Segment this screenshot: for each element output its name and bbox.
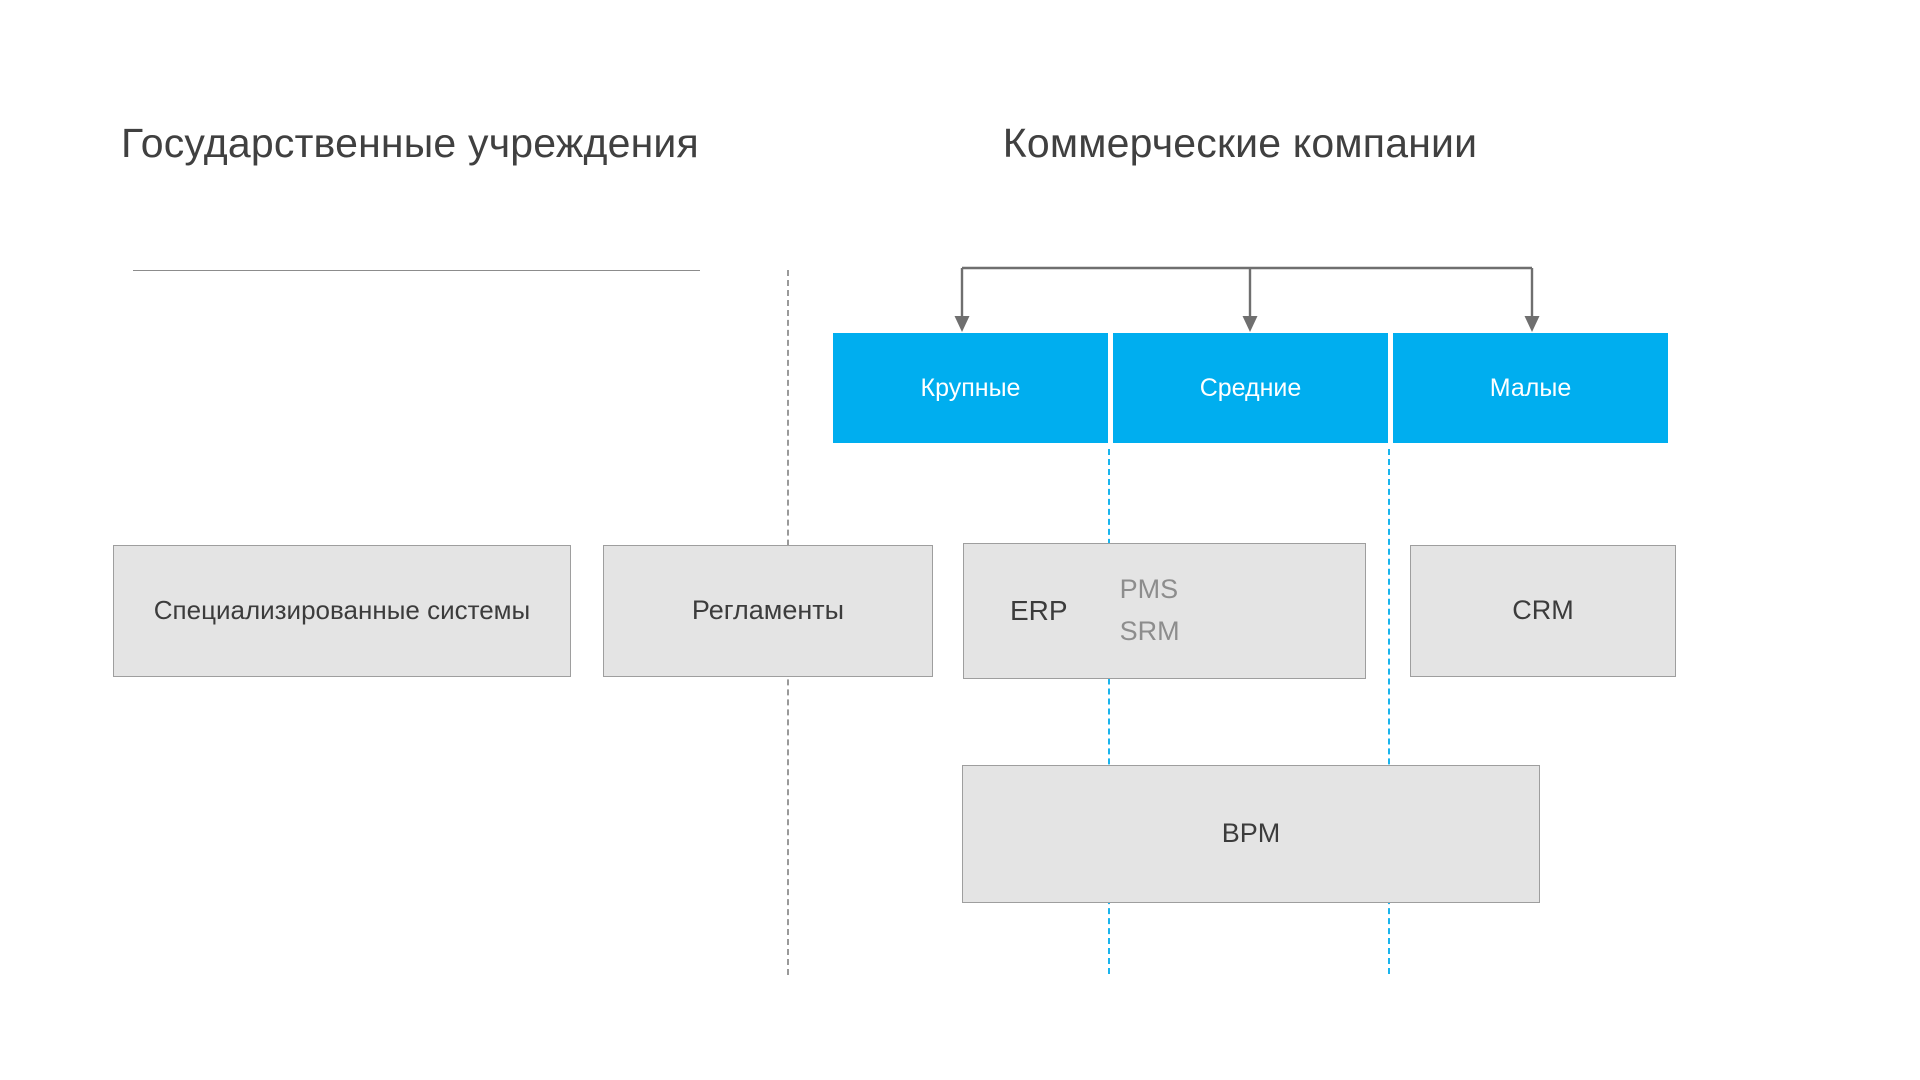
- box-erp-subsystem-pms: PMS: [1119, 574, 1179, 605]
- box-erp-subsystem-srm: SRM: [1119, 616, 1180, 646]
- segment-small[interactable]: Малые: [1393, 333, 1668, 443]
- government-column-title: Государственные учреждения: [121, 120, 699, 166]
- box-regulations[interactable]: Регламенты: [603, 545, 933, 677]
- government-title-underline: [133, 270, 700, 271]
- segment-medium[interactable]: Средние: [1113, 333, 1388, 443]
- segment-large[interactable]: Крупные: [833, 333, 1108, 443]
- box-erp-label: ERP: [1010, 594, 1068, 626]
- box-crm[interactable]: CRM: [1410, 545, 1676, 677]
- box-erp[interactable]: [963, 543, 1366, 679]
- box-erp-subsystems: [1120, 569, 1180, 653]
- commercial-column-title: Коммерческие компании: [1002, 120, 1478, 166]
- box-specialized-systems[interactable]: Специализированные системы: [113, 545, 571, 677]
- box-bpm[interactable]: BPM: [962, 765, 1540, 903]
